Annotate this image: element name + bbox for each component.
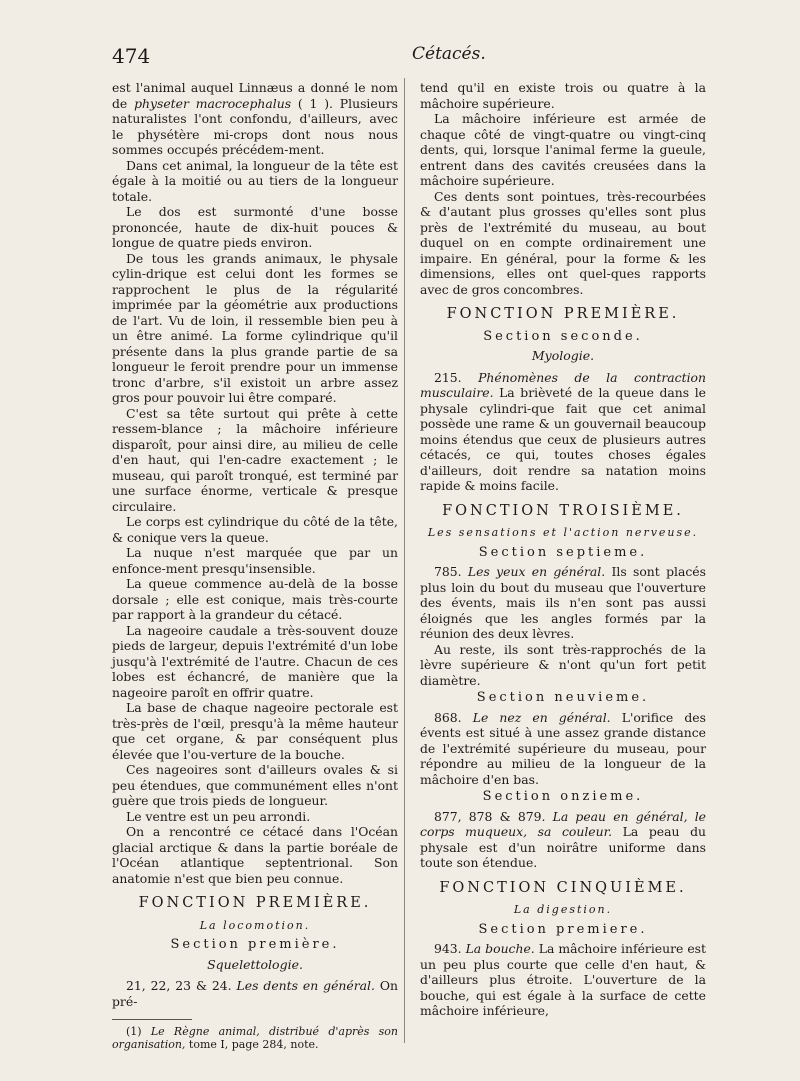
fonction-subheading: La digestion. <box>513 903 613 916</box>
paragraph: 785. Les yeux en général. Ils sont placés plus loin du bout du museau que l'ouverture des évents, mais ils n'en sont pas aussi éloignés que les angles formés par la réunion des deux lèvres. <box>420 564 706 641</box>
column-divider <box>404 78 405 1043</box>
paragraph: De tous les grands animaux, le physale cylin-drique est celui dont les formes se rapprochent le plus de la régularité imprimée par la géométrie aux productions de l'art. Vu de loin, il ressemble bien peu à un être animé. La forme cylindrique qu'il présente dans la plus grande partie de sa longueur le feroit prendre pour un immense tronc d'arbre, s'il existoit un arbre assez gros pour pouvoir lui être comparé. <box>112 250 398 405</box>
paragraph: Le ventre est un peu arrondi. <box>126 808 311 824</box>
paragraph: 868. Le nez en général. L'orifice des évents est situé à une assez grande distance de l'extrémité supérieure du museau, pour répondre au milieu de la longueur de la mâchoire d'en bas. <box>420 709 706 787</box>
paragraph: La nuque n'est marquée que par un enfonce-ment presqu'insensible. <box>112 545 398 576</box>
page-number: 474 <box>112 44 151 68</box>
fonction-heading: FONCTION PREMIÈRE. <box>138 895 372 911</box>
footnote: (1) Le Règne animal, distribué d'après son organisation, tome I, page 284, note. <box>112 1025 399 1051</box>
paragraph: La queue commence au-delà de la bosse dorsale ; elle est conique, mais très-courte par rapport à la grandeur du cétacé. <box>112 576 398 622</box>
footnote-rule <box>112 1019 192 1020</box>
left-column <box>112 80 398 1051</box>
paragraph: Le corps est cylindrique du côté de la tête, & conique vers la queue. <box>112 514 398 545</box>
paragraph: Ces nageoires sont d'ailleurs ovales & si peu étendues, que communément elles n'ont guère que trois pieds de longueur. <box>112 762 398 808</box>
section-heading: Section neuvieme. <box>476 690 650 705</box>
fonction-heading: FONCTION TROISIÈME. <box>442 502 684 519</box>
fonction-subheading: Les sensations et l'action nerveuse. <box>427 526 699 539</box>
fonction-subheading: La locomotion. <box>199 918 311 932</box>
paragraph: La base de chaque nageoire pectorale est très-près de l'œil, presqu'à la même hauteur que cet organe, & par conséquent plus élevée que l'ou-verture de la bouche. <box>112 700 398 762</box>
paragraph: tend qu'il en existe trois ou quatre à la mâchoire supérieure. <box>420 80 706 111</box>
section-heading: Section septieme. <box>478 544 648 560</box>
paragraph: On a rencontré ce cétacé dans l'Océan glacial arctique & dans la partie boréale de l'Océan atlantique septentrional. Son anatomie n'est que bien peu connue. <box>112 824 398 886</box>
section-heading: Section premiere. <box>478 921 648 937</box>
paragraph: C'est sa tête surtout qui prête à cette ressem-blance ; la mâchoire inférieure disparoît, pour ainsi dire, au milieu de celle d'en haut, qui l'en-cadre exactement ; le museau, qui paroît tronqué, est terminé par une surface énorme, verticale & presque circulaire. <box>112 405 398 514</box>
right-column <box>420 80 706 1019</box>
topic-heading: Squelettologie. <box>207 956 303 972</box>
paragraph: est l'animal auquel Linnæus a donné le nom de physeter macrocephalus ( 1 ). Plusieurs naturalistes l'ont confondu, d'ailleurs, avec le physétère mi-crops dont nous nous sommes occupés précédem-ment. <box>112 80 398 157</box>
page-header <box>112 44 707 70</box>
section-heading: Section première. <box>170 937 340 952</box>
paragraph: Au reste, ils sont très-rapprochés de la lèvre supérieure & n'ont qu'un fort petit diamètre. <box>420 641 706 688</box>
fonction-heading: FONCTION CINQUIÈME. <box>439 879 687 896</box>
paragraph: 943. La bouche. La mâchoire inférieure est un peu plus courte que celle d'en haut, & d'ailleurs plus étroite. L'ouverture de la bouche, qui est égale à la surface de cette mâchoire inférieure, <box>420 941 707 1018</box>
paragraph: 21, 22, 23 & 24. Les dents en général. On pré- <box>112 978 399 1009</box>
paragraph: 215. Phénomènes de la contraction musculaire. La brièveté de la queue dans le physale cylindri-que fait que cet animal possède une rame & un gouvernail beaucoup moins étendus que ceux de plusieurs autres cétacés, ce qui, toutes choses égales d'ailleurs, doit rendre sa natation moins rapide & moins facile. <box>420 369 706 493</box>
section-heading: Section seconde. <box>483 328 643 344</box>
running-title: Cétacés. <box>412 44 486 64</box>
fonction-heading: FONCTION PREMIÈRE. <box>446 306 680 322</box>
paragraph: Le dos est surmonté d'une bosse prononcée, haute de dix-huit pouces & longue de quatre pieds environ. <box>112 204 398 250</box>
topic-heading: Myologie. <box>531 348 595 363</box>
section-heading: Section onzieme. <box>482 789 644 804</box>
paragraph: La nageoire caudale a très-souvent douze pieds de largeur, depuis l'extrémité d'un lobe jusqu'à l'extrémité de l'autre. Chacun de ces lobes est échancré, de manière que la nageoire paroît en offrir quatre. <box>112 622 398 700</box>
paragraph: Ces dents sont pointues, très-recourbées & d'autant plus grosses qu'elles sont plus près de l'extrémité du museau, au bout duquel on en compte ordinairement une impaire. En général, pour la forme & les dimensions, elles ont quel-ques rapports avec de gros concombres. <box>420 188 706 297</box>
paragraph: La mâchoire inférieure est armée de chaque côté de vingt-quatre ou vingt-cinq dents, qui, lorsque l'animal ferme la gueule, entrent dans des cavités creusées dans la mâchoire supérieure. <box>420 111 706 188</box>
paragraph: 877, 878 & 879. La peau en général, le corps muqueux, sa couleur. La peau du physale est d'un noirâtre uniforme dans toute son étendue. <box>420 808 706 870</box>
paragraph: Dans cet animal, la longueur de la tête est égale à la moitié ou au tiers de la longueur totale. <box>112 157 398 204</box>
